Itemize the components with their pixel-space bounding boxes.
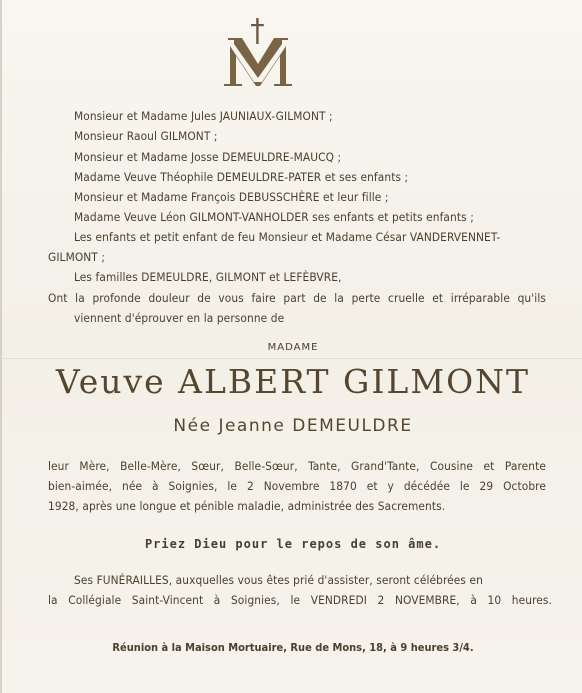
paper-fold	[2, 358, 582, 359]
title-madame: MADAME	[267, 342, 319, 353]
maiden-name: Née Jeanne DEMEULDRE	[173, 416, 413, 436]
family-line-6: Madame Veuve Léon GILMONT-VANHOLDER ses enfants et petits enfants ;	[74, 210, 474, 224]
funeral-line-1: Ses FUNÉRAILLES, auxquelles vous êtes prié d'assister, seront célébrées en	[74, 573, 483, 587]
reunion-line: Réunion à la Maison Mortuaire, Rue de Mons, 18, à 9 heures 3/4.	[112, 641, 474, 654]
family-line-5: Monsieur et Madame François DEBUSSCHÈRE et leur fille ;	[74, 190, 389, 204]
family-line-2: Monsieur Raoul GILMONT ;	[74, 129, 218, 143]
prayer-line: Priez Dieu pour le repos de son âme.	[144, 537, 442, 551]
family-line-7a: Les enfants et petit enfant de feu Monsieur et Madame César VANDERVENNET-	[74, 230, 501, 244]
announcement-line-2: viennent d'éprouver en la personne de	[74, 311, 285, 325]
detail-line-3: 1928, après une longue et pénible maladie, administrée des Sacrements.	[48, 499, 446, 513]
detail-line-2: bien-aimée, née à Soignies, le 2 Novembre 1870 et y décédée le 29 Octobre	[48, 479, 546, 493]
marian-monogram-icon	[218, 16, 298, 90]
detail-line-1: leur Mère, Belle-Mère, Sœur, Belle-Sœur, Tante, Grand'Tante, Cousine et Parente	[48, 459, 546, 473]
announcement-line-1: Ont la profonde douleur de vous faire part de la perte cruelle et irréparable qu'ils	[48, 291, 546, 305]
family-line-3: Monsieur et Madame Josse DEMEULDRE-MAUCQ ;	[74, 150, 342, 164]
family-line-7b: GILMONT ;	[48, 250, 106, 264]
family-line-8: Les familles DEMEULDRE, GILMONT et LEFÈBVRE,	[74, 270, 342, 284]
funeral-line-2: la Collégiale Saint-Vincent à Soignies, le VENDREDI 2 NOVEMBRE, à 10 heures.	[48, 593, 552, 607]
family-line-1: Monsieur et Madame Jules JAUNIAUX-GILMONT ;	[74, 109, 333, 123]
deceased-name: Veuve ALBERT GILMONT	[55, 362, 531, 401]
family-line-4: Madame Veuve Théophile DEMEULDRE-PATER et ses enfants ;	[74, 170, 409, 184]
